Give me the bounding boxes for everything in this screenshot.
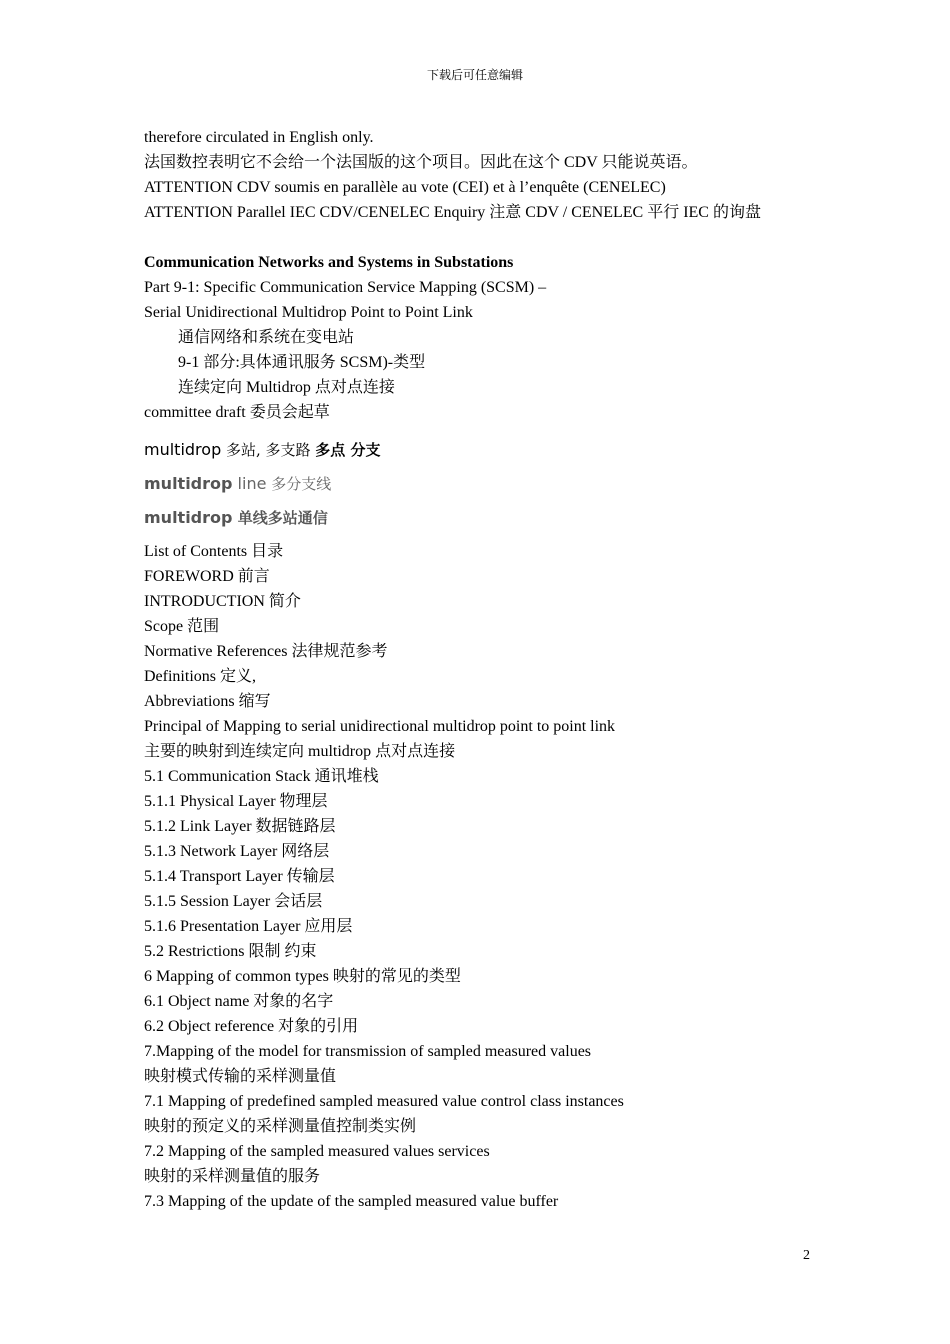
toc-item: FOREWORD 前言 — [144, 568, 270, 585]
document-subtitle: Serial Unidirectional Multidrop Point to Point Link — [144, 304, 473, 321]
toc-item: 5.1 Communication Stack 通讯堆栈 — [144, 768, 379, 785]
term-cn: 单线多站通信 — [232, 509, 328, 527]
glossary-term-3 — [144, 501, 844, 535]
toc-item: 5.1.3 Network Layer 网络层 — [144, 843, 330, 860]
document-title: Communication Networks and Systems in Substations — [144, 254, 514, 271]
toc-item: Normative References 法律规范参考 — [144, 643, 388, 660]
toc-item: Principal of Mapping to serial unidirectional multidrop point to point link — [144, 718, 616, 735]
toc-item: 映射的预定义的采样测量值控制类实例 — [144, 1118, 417, 1135]
spacer — [144, 225, 844, 250]
cn-title: 通信网络和系统在变电站 — [178, 329, 355, 346]
toc-item: Scope 范围 — [144, 618, 220, 635]
cn-part: 9-1 部分:具体通讯服务 SCSM)-类型 — [178, 354, 426, 371]
toc-item: 5.1.5 Session Layer 会话层 — [144, 893, 323, 910]
term-cn-bold: 多点 分支 — [315, 441, 381, 459]
intro-line: therefore circulated in English only. — [144, 129, 374, 146]
term-cn: 多分支线 — [266, 475, 332, 493]
glossary-term-1 — [144, 433, 844, 467]
toc-item: 7.Mapping of the model for transmission of sampled measured values — [144, 1043, 592, 1060]
term-line-word: line — [232, 474, 267, 493]
toc-item: 6.2 Object reference 对象的引用 — [144, 1018, 359, 1035]
toc-item: 6.1 Object name 对象的名字 — [144, 993, 334, 1010]
page-header: 下载后可任意编辑 — [426, 68, 523, 82]
cn-subtitle: 连续定向 Multidrop 点对点连接 — [178, 379, 395, 396]
toc-item: 5.1.4 Transport Layer 传输层 — [144, 868, 335, 885]
toc-item: 7.1 Mapping of predefined sampled measured value control class instances — [144, 1093, 624, 1110]
page-number: 2 — [803, 1248, 810, 1263]
toc-item: 5.2 Restrictions 限制 约束 — [144, 943, 317, 960]
term-en: multidrop — [144, 474, 233, 493]
toc-item: 7.2 Mapping of the sampled measured values services — [144, 1143, 490, 1160]
toc-item: 6 Mapping of common types 映射的常见的类型 — [144, 968, 461, 985]
toc-item: 5.1.1 Physical Layer 物理层 — [144, 793, 328, 810]
toc-item: Definitions 定义, — [144, 668, 256, 685]
page-content — [144, 125, 844, 1214]
term-cn: 多站, 多支路 — [221, 441, 316, 459]
spacer — [144, 425, 844, 433]
toc-item: 映射模式传输的采样测量值 — [144, 1068, 337, 1085]
toc-item: 5.1.2 Link Layer 数据链路层 — [144, 818, 336, 835]
toc-item: INTRODUCTION 简介 — [144, 593, 301, 610]
toc-item: 5.1.6 Presentation Layer 应用层 — [144, 918, 353, 935]
toc-item: Abbreviations 缩写 — [144, 693, 271, 710]
intro-line: 法国数控表明它不会给一个法国版的这个项目。因此在这个 CDV 只能说英语。 — [144, 154, 698, 171]
term-en: multidrop — [144, 508, 233, 527]
glossary-term-2 — [144, 467, 844, 501]
intro-line: ATTENTION Parallel IEC CDV/CENELEC Enquiry 注意 CDV / CENELEC 平行 IEC 的询盘 — [144, 204, 761, 221]
intro-line: ATTENTION CDV soumis en parallèle au vote (CEI) et à l’enquête (CENELEC) — [144, 179, 666, 196]
toc-item: 映射的采样测量值的服务 — [144, 1168, 321, 1185]
term-en: multidrop — [144, 440, 222, 459]
toc-item: List of Contents 目录 — [144, 543, 284, 560]
toc-item: 主要的映射到连续定向 multidrop 点对点连接 — [144, 743, 456, 760]
committee-draft: committee draft 委员会起草 — [144, 404, 330, 421]
document-part: Part 9-1: Specific Communication Service Mapping (SCSM) – — [144, 279, 547, 296]
toc-item: 7.3 Mapping of the update of the sampled measured value buffer — [144, 1193, 559, 1210]
